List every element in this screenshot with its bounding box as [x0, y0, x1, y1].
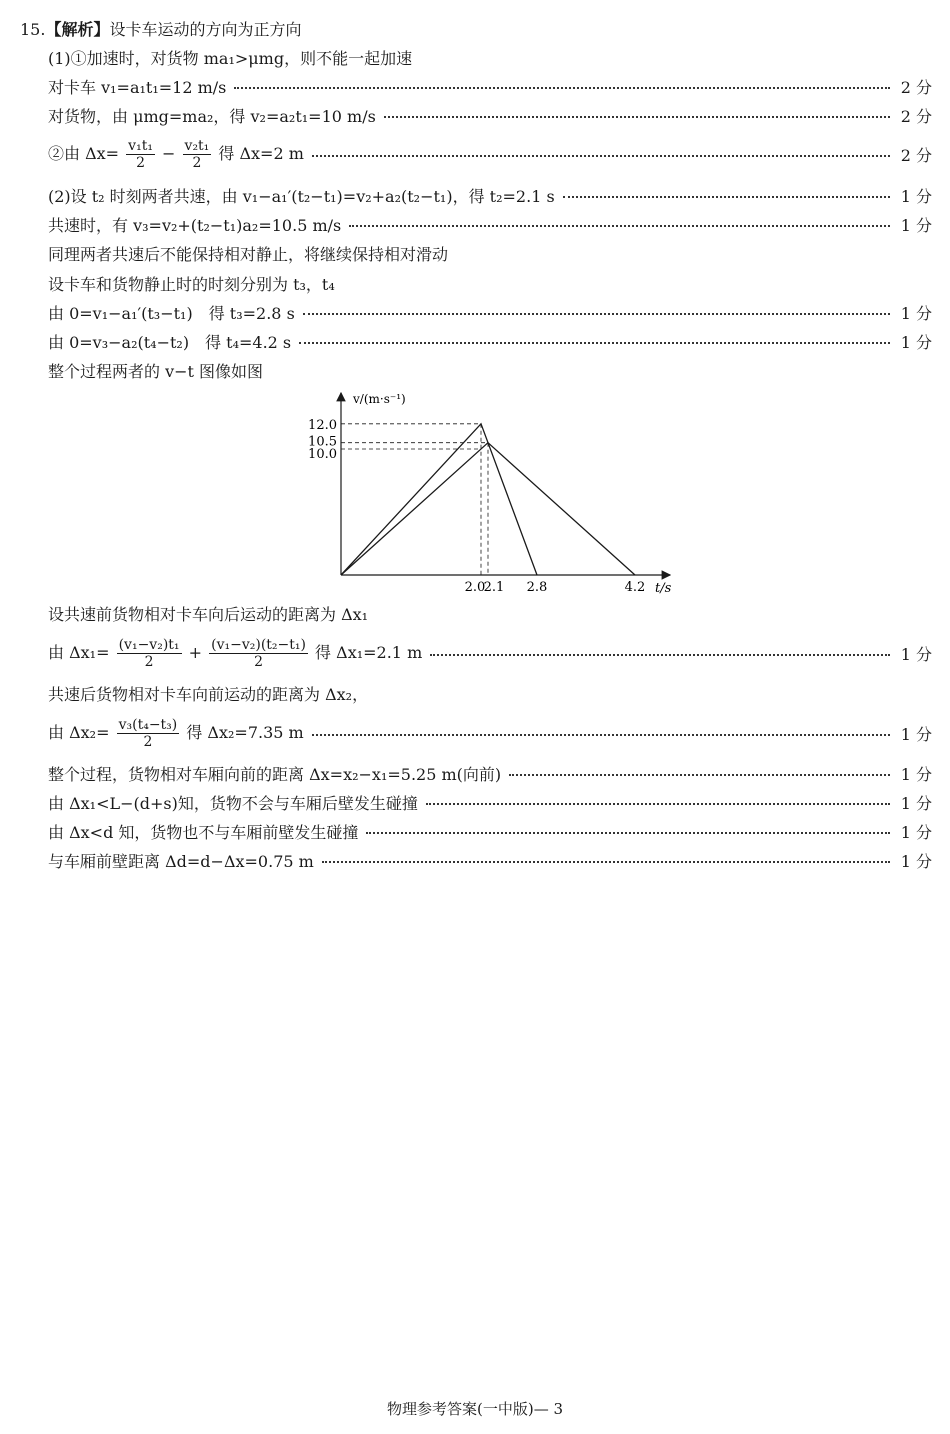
score-label: 1 分: [900, 303, 932, 323]
x-tick-label: 2.8: [526, 580, 548, 595]
x-tick-label: 2.0: [464, 580, 486, 595]
score-label: 1 分: [900, 764, 932, 784]
leader-dots: [366, 832, 890, 834]
line-text: 对卡车 v₁=a₁t₁=12 m/s: [48, 77, 227, 97]
line-text: (2)设 t₂ 时刻两者共速，由 v₁−a₁′(t₂−t₁)=v₂+a₂(t₂−t₁)，得 t₂=2.1 s: [48, 186, 555, 206]
solution-line: [48, 760, 932, 786]
line-text: 由 Δx₁<L−(d+s)知，货物不会与车厢后壁发生碰撞: [48, 793, 418, 813]
leader-dots: [509, 774, 890, 776]
formula-prefix: 由 Δx₁=: [48, 642, 110, 662]
solution-line: [48, 44, 932, 70]
leader-dots: [426, 803, 890, 805]
leader-dots: [384, 116, 890, 118]
score-label: 1 分: [900, 332, 932, 352]
line-text: 同理两者共速后不能保持相对静止，将继续保持相对滑动: [48, 244, 449, 264]
line-text: 设卡车和货物静止时的时刻分别为 t₃，t₄: [48, 274, 335, 294]
fraction: $\frac{\text{v₃(t₄−t₃)}}{2}$: [118, 716, 178, 750]
analysis-tag: 【解析】: [45, 19, 110, 39]
solution-line: [48, 634, 932, 672]
leader-dots: [430, 654, 890, 656]
score-label: 1 分: [900, 186, 932, 206]
y-tick-label: 10.0: [308, 447, 337, 462]
score-label: 2 分: [900, 106, 932, 126]
leader-dots: [234, 87, 890, 89]
fraction: $\frac{\text{(v₁−v₂)(t₂−t₁)}}{2}$: [211, 636, 306, 670]
y-axis-label: v/(m·s⁻¹): [353, 392, 406, 406]
x-tick-labels: [465, 580, 646, 595]
formula-prefix: ②由 Δx=: [48, 143, 120, 163]
formula-result: 得 Δx₁=2.1 m: [315, 642, 423, 662]
solution-line: [48, 328, 932, 354]
solution-line: [48, 182, 932, 208]
y-tick-label: 10.5: [308, 434, 337, 450]
leader-dots: [563, 196, 890, 198]
leader-dots: [299, 342, 890, 344]
solution-line: [48, 847, 932, 873]
solution-line: [48, 211, 932, 237]
solution-line: [48, 680, 932, 706]
line-text: 共速时，有 v₃=v₂+(t₂−t₁)a₂=10.5 m/s: [48, 215, 342, 235]
fraction: $\frac{\text{v₂t₁}}{2}$: [184, 137, 210, 171]
x-tick-label: 4.2: [624, 580, 646, 595]
score-label: 2 分: [900, 77, 932, 97]
line-text: 共速后货物相对卡车向前运动的距离为 Δx₂，: [48, 684, 369, 704]
x-axis-label: t/s: [655, 581, 672, 596]
solution-line: [48, 818, 932, 844]
line-text: 由 0=v₁−a₁′(t₃−t₁) 得 t₃=2.8 s: [48, 303, 295, 323]
y-tick-label: 12.0: [308, 417, 337, 433]
line-text: 对货物，由 μmg=ma₂，得 v₂=a₂t₁=10 m/s: [48, 106, 376, 126]
question-number: 15.: [20, 19, 46, 39]
fraction: $\frac{\text{v₁t₁}}{2}$: [128, 137, 153, 171]
formula-prefix: 由 Δx₂=: [48, 722, 110, 742]
line-text: (1)①加速时，对货物 ma₁>μmg，则不能一起加速: [48, 48, 413, 68]
line-text: 由 0=v₃−a₂(t₄−t₂) 得 t₄=4.2 s: [48, 332, 292, 352]
solution-line: [48, 102, 932, 128]
solution-line: [48, 789, 932, 815]
guide-lines: [341, 424, 488, 575]
vt-chart: [295, 385, 685, 600]
leader-dots: [303, 313, 890, 315]
y-tick-labels: [308, 418, 337, 462]
score-label: 1 分: [900, 822, 932, 842]
line-text: 整个过程，货物相对车厢向前的距离 Δx=x₂−x₁=5.25 m(向前): [48, 764, 502, 784]
score-label: 1 分: [900, 793, 932, 813]
solution-line: [48, 270, 932, 296]
header-line: [20, 15, 932, 41]
leader-dots: [349, 225, 890, 227]
leader-dots: [322, 861, 890, 863]
operator: −: [162, 143, 176, 163]
score-label: 1 分: [900, 724, 932, 744]
formula-result: 得 Δx=2 m: [218, 143, 304, 163]
x-tick-label: 2.1: [483, 580, 505, 595]
score-label: 1 分: [900, 644, 932, 664]
solution-line: [48, 299, 932, 325]
solution-line: [48, 714, 932, 752]
solution-line: [48, 600, 932, 626]
score-label: 1 分: [900, 215, 932, 235]
solution-line: [48, 73, 932, 99]
line-text: 整个过程两者的 v−t 图像如图: [48, 361, 264, 381]
solution-line: [48, 240, 932, 266]
solution-line: [48, 136, 932, 172]
fraction: $\frac{\text{(v₁−v₂)t₁}}{2}$: [118, 636, 180, 670]
line-text: 由 Δx<d 知，货物也不与车厢前壁发生碰撞: [48, 822, 359, 842]
leader-dots: [312, 155, 890, 157]
solution-line: [48, 357, 932, 383]
line-text: 设共速前货物相对卡车向后运动的距离为 Δx₁: [48, 604, 369, 624]
score-label: 2 分: [900, 145, 932, 165]
operator: +: [188, 642, 203, 662]
intro-text: 设卡车运动的方向为正方向: [109, 19, 302, 39]
series-line-1: [341, 424, 537, 575]
score-label: 1 分: [900, 851, 932, 871]
formula-result: 得 Δx₂=7.35 m: [186, 722, 304, 742]
line-text: 与车厢前壁距离 Δd=d−Δx=0.75 m: [48, 851, 314, 871]
page-footer: 物理参考答案(一中版)— 3: [386, 1400, 564, 1418]
leader-dots: [312, 734, 890, 736]
